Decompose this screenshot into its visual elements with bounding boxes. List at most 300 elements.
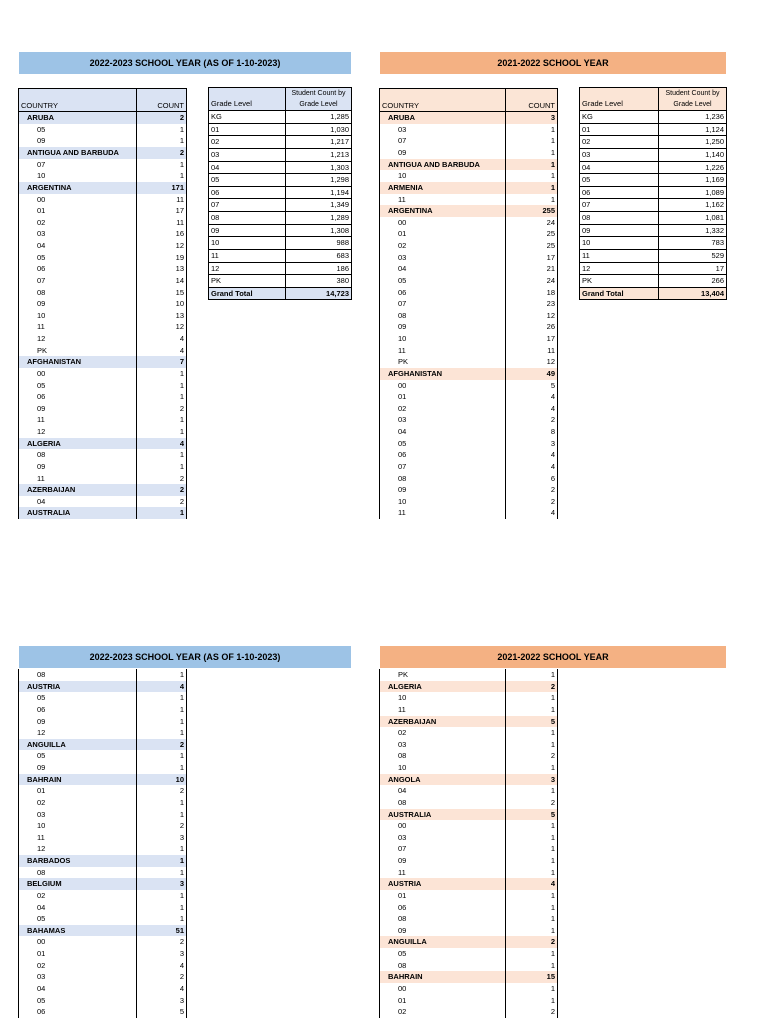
grade-row [380,147,558,159]
count-value: 2 [137,936,187,948]
grade-level: 11 [580,249,659,262]
grade-row [380,797,558,809]
student-count: 1,140 [659,148,727,161]
count-value: 1 [137,170,187,182]
grade-level-row [580,212,727,225]
grade-level-table [579,87,727,300]
country-count-table [379,669,558,1018]
count-value: 1 [137,716,187,728]
grade-label: 06 [19,263,137,275]
table-header [380,89,558,112]
grade-row [380,356,558,368]
count-value: 1 [137,890,187,902]
count-value: 2 [137,785,187,797]
grade-row [380,310,558,322]
count-value: 1 [506,925,558,937]
grade-label: 01 [380,890,506,902]
grade-label: 06 [19,391,137,403]
country-header: COUNTRY [19,89,137,112]
grade-label: 11 [380,194,506,206]
grade-label: 02 [380,727,506,739]
grade-level-row [580,111,727,124]
banner-2021-2022: 2021-2022 SCHOOL YEAR [380,646,726,668]
count-value: 4 [137,438,187,450]
count-value: 1 [506,159,558,171]
grade-level-row [580,199,727,212]
grade-label: 01 [19,205,137,217]
count-value: 12 [137,321,187,333]
grade-label: 08 [19,287,137,299]
count-value: 1 [137,843,187,855]
country-name: BAHAMAS [19,925,137,937]
count-value: 2 [506,797,558,809]
count-value: 2 [137,403,187,415]
grade-label: 00 [380,983,506,995]
count-value: 1 [506,843,558,855]
count-value: 25 [506,240,558,252]
grade-label: 04 [380,785,506,797]
grade-label: 06 [19,704,137,716]
country-name: ANTIGUA AND BARBUDA [380,159,506,171]
count-value: 1 [506,948,558,960]
country-name: ANGUILLA [19,739,137,751]
grade-label: 08 [380,913,506,925]
grand-total-row [580,287,727,300]
grade-level-row [580,148,727,161]
country-name: ALGERIA [19,438,137,450]
grade-label: 05 [19,913,137,925]
grade-label: 08 [19,867,137,879]
grade-label: 10 [19,170,137,182]
count-value: 3 [137,878,187,890]
count-value: 4 [137,983,187,995]
count-value: 1 [137,124,187,136]
count-value: 4 [506,461,558,473]
count-value: 21 [506,263,558,275]
count-value: 1 [506,704,558,716]
count-value: 2 [506,1006,558,1018]
count-value: 1 [506,832,558,844]
grade-level: 10 [580,237,659,250]
grade-row [380,867,558,879]
count-value: 12 [506,310,558,322]
count-value: 3 [137,995,187,1007]
grade-label: 03 [19,809,137,821]
count-value: 16 [137,228,187,240]
count-value: 14 [137,275,187,287]
student-count: 1,169 [659,174,727,187]
country-name: BAHRAIN [19,774,137,786]
grade-label: 12 [19,426,137,438]
count-value: 15 [506,971,558,983]
grade-label: 09 [19,762,137,774]
count-value: 1 [506,194,558,206]
count-value: 2 [137,147,187,159]
grade-row [380,194,558,206]
grade-level: 11 [209,249,286,262]
student-count: 186 [286,262,352,275]
grade-label: PK [380,669,506,681]
count-value: 1 [137,750,187,762]
count-value: 11 [506,345,558,357]
grade-level: 09 [209,224,286,237]
count-value: 19 [137,252,187,264]
grade-row [380,473,558,485]
grade-level-header: Grade Level [209,88,286,111]
grade-label: 05 [19,750,137,762]
country-header: COUNTRY [380,89,506,112]
grade-label: 04 [19,902,137,914]
grade-row [380,739,558,751]
student-count: 17 [659,262,727,275]
grade-level: 05 [580,174,659,187]
grade-label: 10 [380,170,506,182]
count-value: 1 [506,890,558,902]
count-value: 1 [137,449,187,461]
grade-label: 07 [380,461,506,473]
count-header: COUNT [137,89,187,112]
count-value: 1 [137,727,187,739]
grade-label: 01 [380,391,506,403]
grade-label: 04 [19,240,137,252]
grade-row [380,762,558,774]
count-value: 5 [506,716,558,728]
grade-row [380,135,558,147]
grade-label: 09 [380,321,506,333]
student-count: 1,289 [286,212,352,225]
count-value: 8 [506,426,558,438]
count-value: 12 [137,240,187,252]
grade-row [380,380,558,392]
grade-label: 08 [380,960,506,972]
grade-label: 00 [380,217,506,229]
count-value: 3 [506,112,558,124]
grade-label: 11 [380,704,506,716]
grade-row [380,438,558,450]
grade-label: 08 [380,473,506,485]
grade-label: 02 [380,403,506,415]
grade-label: PK [19,345,137,357]
student-count: 1,236 [659,111,727,124]
count-value: 1 [137,414,187,426]
count-value: 15 [137,287,187,299]
student-count: 266 [659,275,727,288]
grade-level: 06 [580,186,659,199]
grade-level-header: Grade Level [580,88,659,111]
grade-label: 11 [380,345,506,357]
student-count: 1,124 [659,123,727,136]
count-value: 1 [506,135,558,147]
count-value: 17 [506,333,558,345]
grade-label: 07 [380,135,506,147]
grade-label: 09 [19,716,137,728]
grand-total-value: 13,404 [659,287,727,300]
country-row [380,971,558,983]
grade-row [380,414,558,426]
grade-row [380,960,558,972]
grade-row [380,449,558,461]
grade-row [380,913,558,925]
grade-label: 10 [19,820,137,832]
grade-row [380,948,558,960]
count-value: 5 [137,1006,187,1018]
grade-label: 05 [19,995,137,1007]
grade-label: 02 [380,1006,506,1018]
count-value: 5 [506,809,558,821]
grade-level: 07 [209,199,286,212]
count-value: 1 [137,797,187,809]
country-row [380,716,558,728]
count-value: 2 [506,414,558,426]
country-row [380,809,558,821]
country-name: BARBADOS [19,855,137,867]
country-name: AFGHANISTAN [19,356,137,368]
grade-level-row [580,123,727,136]
banner-2022-2023: 2022-2023 SCHOOL YEAR (AS OF 1-10-2023) [19,52,351,74]
grade-label: 02 [19,797,137,809]
count-value: 1 [137,913,187,925]
grade-label: 04 [380,426,506,438]
count-value: 1 [506,762,558,774]
grade-label: 10 [19,310,137,322]
grade-label: 09 [19,461,137,473]
student-count: 1,213 [286,148,352,161]
grade-row [380,426,558,438]
student-count: 1,303 [286,161,352,174]
count-value: 2 [506,681,558,693]
grade-row [380,1006,558,1018]
grade-row [380,820,558,832]
grade-row [380,995,558,1007]
grade-label: 06 [19,1006,137,1018]
grade-level: 07 [580,199,659,212]
count-value: 2 [137,820,187,832]
grade-row [380,124,558,136]
count-value: 2 [137,112,187,124]
count-value: 1 [506,960,558,972]
grade-row [380,692,558,704]
grade-row [380,669,558,681]
grade-row [380,345,558,357]
grade-label: 11 [380,867,506,879]
count-value: 1 [137,426,187,438]
count-value: 49 [506,368,558,380]
grade-label: 05 [380,438,506,450]
grade-level: 02 [580,136,659,149]
grade-row [380,925,558,937]
grade-row [380,832,558,844]
student-count: 683 [286,249,352,262]
grade-label: 00 [380,380,506,392]
grade-label: 11 [380,507,506,519]
grade-row [380,170,558,182]
count-value: 2 [137,739,187,751]
country-name: ARGENTINA [380,205,506,217]
student-count: 1,030 [286,123,352,136]
country-row [380,182,558,194]
grade-label: 09 [19,298,137,310]
country-name: ANTIGUA AND BARBUDA [19,147,137,159]
grade-label: 09 [380,855,506,867]
grade-label: 01 [380,995,506,1007]
grade-row [380,263,558,275]
count-value: 17 [137,205,187,217]
count-value: 1 [137,135,187,147]
grade-row [380,275,558,287]
grade-level: 08 [580,212,659,225]
country-name: ALGERIA [380,681,506,693]
country-name: ARUBA [380,112,506,124]
grade-row [380,240,558,252]
count-value: 3 [137,832,187,844]
count-value: 3 [506,774,558,786]
student-count: 1,308 [286,224,352,237]
grade-label: 05 [380,275,506,287]
banner-2021-2022: 2021-2022 SCHOOL YEAR [380,52,726,74]
count-value: 1 [137,669,187,681]
count-value: 4 [137,681,187,693]
grade-label: 03 [380,252,506,264]
count-value: 2 [506,496,558,508]
grade-label: 07 [380,843,506,855]
count-value: 4 [506,449,558,461]
grade-level-row [580,262,727,275]
grade-label: 00 [19,194,137,206]
grade-row [380,403,558,415]
count-value: 7 [137,356,187,368]
country-name: ARUBA [19,112,137,124]
count-value: 1 [506,182,558,194]
count-value: 3 [137,948,187,960]
count-value: 1 [137,855,187,867]
grade-label: 08 [19,669,137,681]
country-row [380,936,558,948]
banner-2022-2023: 2022-2023 SCHOOL YEAR (AS OF 1-10-2023) [19,646,351,668]
grade-level-row [580,275,727,288]
grade-label: 09 [380,484,506,496]
student-count-header: Student Count by Grade Level [286,88,352,111]
student-count: 529 [659,249,727,262]
student-count: 1,298 [286,174,352,187]
grade-level-row [580,237,727,250]
grade-label: 05 [380,948,506,960]
country-name: AUSTRIA [380,878,506,890]
grade-level-row [580,249,727,262]
student-count: 1,089 [659,186,727,199]
country-row [380,368,558,380]
grade-level-row [580,136,727,149]
student-count: 1,285 [286,111,352,124]
count-value: 4 [137,345,187,357]
grade-label: 00 [19,368,137,380]
grand-total-value: 14,723 [286,287,352,300]
grade-row [380,704,558,716]
grade-level: 03 [580,148,659,161]
country-name: ANGOLA [380,774,506,786]
country-name: AZERBAIJAN [380,716,506,728]
grade-level: 05 [209,174,286,187]
count-value: 10 [137,774,187,786]
grade-label: 10 [380,692,506,704]
country-row [380,774,558,786]
country-row [380,159,558,171]
grade-label: 04 [19,983,137,995]
count-value: 1 [137,368,187,380]
count-header: COUNT [506,89,558,112]
grade-label: 11 [19,414,137,426]
count-value: 3 [506,438,558,450]
country-name: AUSTRALIA [19,507,137,519]
count-value: 1 [506,785,558,797]
student-count: 1,349 [286,199,352,212]
count-value: 4 [137,960,187,972]
grade-row [380,843,558,855]
count-value: 13 [137,263,187,275]
grade-row [380,333,558,345]
grade-label: 10 [380,762,506,774]
grade-level: 02 [209,136,286,149]
country-name: BELGIUM [19,878,137,890]
grade-label: 06 [380,902,506,914]
grade-row [380,391,558,403]
count-value: 5 [506,380,558,392]
grade-label: 01 [380,228,506,240]
grade-label: 07 [19,275,137,287]
count-value: 1 [506,902,558,914]
grade-label: 12 [19,843,137,855]
grade-level-row [580,224,727,237]
grade-label: 02 [19,217,137,229]
grade-row [380,750,558,762]
grade-level: 04 [209,161,286,174]
grade-label: 12 [19,333,137,345]
grade-row [380,890,558,902]
grade-label: 03 [380,414,506,426]
count-value: 51 [137,925,187,937]
count-value: 255 [506,205,558,217]
count-value: 2 [506,750,558,762]
country-name: AZERBAIJAN [19,484,137,496]
count-value: 1 [137,902,187,914]
country-name: ANGUILLA [380,936,506,948]
count-value: 2 [137,473,187,485]
student-count: 1,162 [659,199,727,212]
grade-level: KG [209,111,286,124]
grade-label: 09 [380,925,506,937]
count-value: 1 [506,692,558,704]
grade-level: 09 [580,224,659,237]
count-value: 1 [506,913,558,925]
student-count: 1,081 [659,212,727,225]
country-row [380,112,558,124]
grade-row [380,228,558,240]
count-value: 12 [506,356,558,368]
grade-label: 11 [19,832,137,844]
count-value: 1 [137,762,187,774]
grade-label: 00 [380,820,506,832]
grade-label: 08 [380,750,506,762]
grade-row [380,461,558,473]
student-count: 1,194 [286,186,352,199]
grade-label: 01 [19,785,137,797]
country-name: AFGHANISTAN [380,368,506,380]
grade-row [380,217,558,229]
grade-label: 03 [19,971,137,983]
student-count: 783 [659,237,727,250]
count-value: 23 [506,298,558,310]
grade-label: 05 [19,380,137,392]
grade-level: 03 [209,148,286,161]
